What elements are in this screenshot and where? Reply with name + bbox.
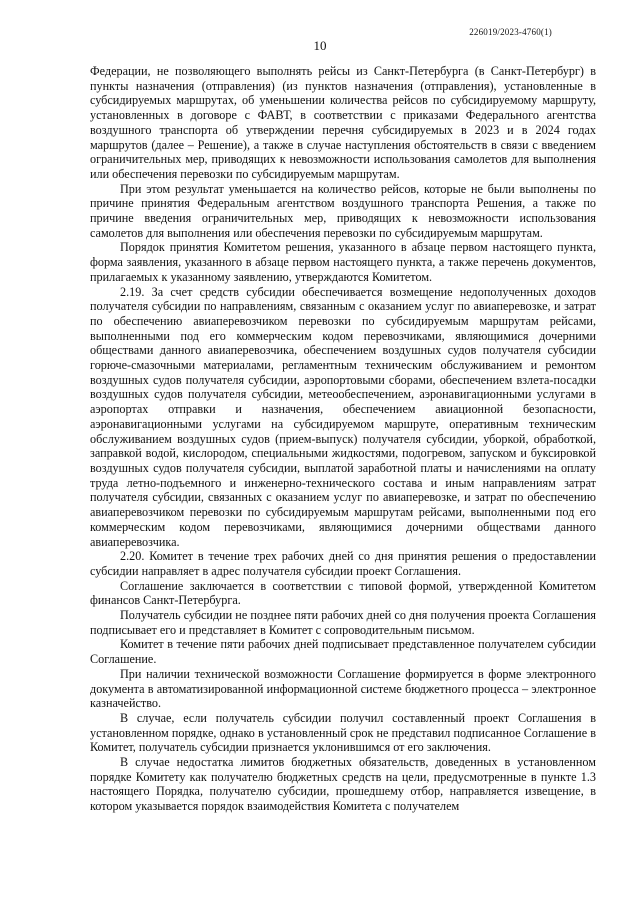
paragraph: Получатель субсидии не позднее пяти рабочих дней со дня получения проекта Соглашения подписывает его и представляет в Комитет с сопроводительным письмом. (90, 608, 596, 637)
paragraph: При этом результат уменьшается на количество рейсов, которые не были выполнены по причине принятия Федеральным агентством воздушного транспорта Решения, а также по причине введения ограничительных мер, приводящих к невозможности использования самолетов для выполнения или обеспечения перевозки по субсидируемым маршрутам. (90, 181, 596, 240)
paragraph-clause-2-20: 2.20. Комитет в течение трех рабочих дней со дня принятия решения о предоставлении субсидии направляет в адрес получателя субсидии проект Соглашения. (90, 549, 596, 578)
paragraph: Соглашение заключается в соответствии с типовой формой, утвержденной Комитетом финансов Санкт-Петербурга. (90, 578, 596, 608)
paragraph-clause-2-19: 2.19. За счет средств субсидии обеспечивается возмещение недополученных доходов получателя субсидии по направлениям, связанным с оказанием услуг по авиаперевозке, и затрат по обеспечению авиаперевозчиком перевозки по субсидируемым маршрутам рейсами, выполненными под его коммерческим кодом перевозчиками, являющимися дочерними обществами данного авиаперевозчика, обеспечением воздушных судов получателя субсидии горюче-смазочными материалами, регламентным техническим обслуживанием и ремонтом воздушных судов получателя субсидии, аэропортовыми сборами, обеспечением взлета-посадки воздушных судов получателя субсидии, метеообеспечением, аэронавигационными услугами в аэропортах отправки и назначения, обеспечением авиационной безопасности, аэронавигационными услугами на субсидируемом маршруте, оперативным техническим обслуживанием воздушных судов (прием-выпуск) получателя субсидии, уборкой, обработкой, заправкой водой, кислородом, специальными жидкостями, подогревом, запуском и буксировкой воздушных судов получателя субсидии, выплатой заработной платы и начислениями на оплату труда летно-подъемного и инженерно-технического состава и иным направлениям затрат получателя субсидии, связанных с оказанием услуг по авиаперевозке, и затрат по обеспечению авиаперевозчиком перевозки по субсидируемым маршрутам рейсами, выполненными под его коммерческим кодом перевозчиками, являющимися дочерними обществами данного авиаперевозчика. (90, 284, 596, 549)
paragraph: Комитет в течение пяти рабочих дней подписывает представленное получателем субсидии Соглашение. (90, 637, 596, 667)
paragraph: Порядок принятия Комитетом решения, указанного в абзаце первом настоящего пункта, форма заявления, указанного в абзаце первом настоящего пункта, а также перечень документов, прилагаемых к указанному заявлению, утверждаются Комитетом. (90, 240, 596, 284)
document-body (90, 64, 596, 814)
paragraph: При наличии технической возможности Соглашение формируется в форме электронного документа в автоматизированной информационной системе бюджетного процесса – электронное казначейство. (90, 666, 596, 711)
paragraph: В случае недостатка лимитов бюджетных обязательств, доведенных в установленном порядке Комитету как получателю бюджетных средств на цели, предусмотренные в пункте 1.3 настоящего Порядка, получателю субсидии, прошедшему отбор, направляется извещение, в котором указывается порядок взаимодействия Комитета с получателем (90, 755, 596, 814)
paragraph-continuation: Федерации, не позволяющего выполнять рейсы из Санкт-Петербурга (в Санкт-Петербург) в пункты назначения (отправления) (из пунктов назначения (отправления), установленные в субсидируемых маршрутах, об уменьшении количества рейсов по субсидируемому маршруту, установленных в договоре с ФАВТ, в соответствии с приказами Федерального агентства воздушного транспорта об утверждении перечня субсидируемых в 2023 и в 2024 годах маршрутов (далее – Решение), а также в случае наступления обстоятельств в связи с введением ограничительных мер, приводящих к невозможности использования самолетов для выполнения или обеспечения перевозки по субсидируемым маршрутам. (90, 64, 596, 181)
paragraph: В случае, если получатель субсидии получил составленный проект Соглашения в установленном порядке, однако в установленный срок не представил подписанное Соглашение в Комитет, получатель субсидии признается уклонившимся от его заключения. (90, 710, 596, 755)
document-id: 226019/2023-4760(1) (469, 27, 552, 37)
page-number: 10 (313, 38, 327, 53)
